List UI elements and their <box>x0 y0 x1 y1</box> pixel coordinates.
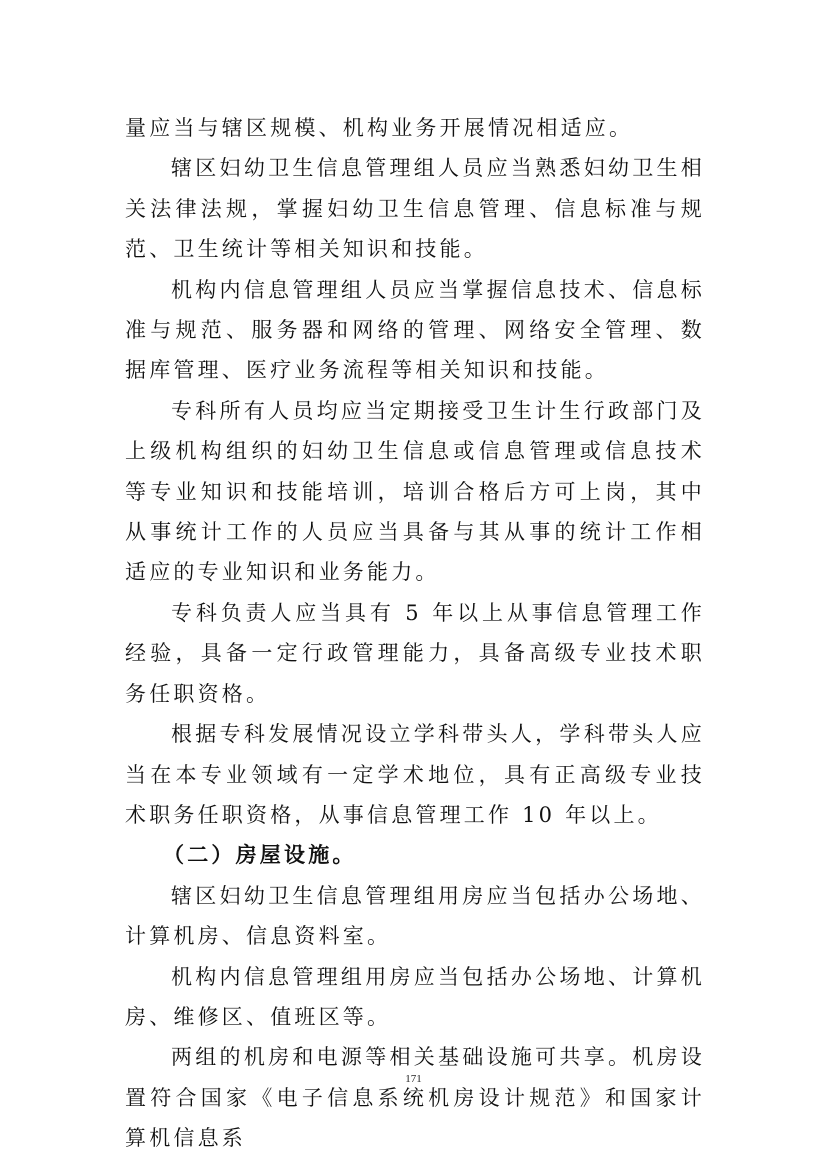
paragraph-shared-infrastructure: 两组的机房和电源等相关基础设施可共享。机房设置符合国家《电子信息系统机房设计规范》和国家计算机信息系 <box>125 1045 705 1151</box>
page-number: 171 <box>405 1073 422 1085</box>
paragraph-training: 专科所有人员均应当定期接受卫生计生行政部门及上级机构组织的妇幼卫生信息或信息管理或信息技术等专业知识和技能培训，培训合格后方可上岗，其中从事统计工作的人员应当具备与其从事的统计工作相适应的专业知识和业务能力。 <box>125 398 705 585</box>
paragraph-institution-rooms: 机构内信息管理组用房应当包括办公场地、计算机房、维修区、值班区等。 <box>125 964 705 1029</box>
paragraph-continuation: 量应当与辖区规模、机构业务开展情况相适应。 <box>125 116 634 140</box>
paragraph-discipline-leader: 根据专科发展情况设立学科带头人，学科带头人应当在本专业领域有一定学术地位，具有正高级专业技术职务任职资格，从事信息管理工作 10 年以上。 <box>125 722 705 827</box>
paragraph-institution-staff: 机构内信息管理组人员应当掌握信息技术、信息标准与规范、服务器和网络的管理、网络安全管理、数据库管理、医疗业务流程等相关知识和技能。 <box>125 277 705 383</box>
page-body <box>125 108 705 1159</box>
paragraph-department-head: 专科负责人应当具有 5 年以上从事信息管理工作经验，具备一定行政管理能力，具备高级专业技术职务任职资格。 <box>125 600 705 706</box>
paragraph-regional-staff: 辖区妇幼卫生信息管理组人员应当熟悉妇幼卫生相关法律法规，掌握妇幼卫生信息管理、信息标准与规范、卫生统计等相关知识和技能。 <box>125 156 705 262</box>
section-heading-facilities: （二）房屋设施。 <box>163 842 357 868</box>
paragraph-regional-rooms: 辖区妇幼卫生信息管理组用房应当包括办公场地、计算机房、信息资料室。 <box>125 883 705 949</box>
